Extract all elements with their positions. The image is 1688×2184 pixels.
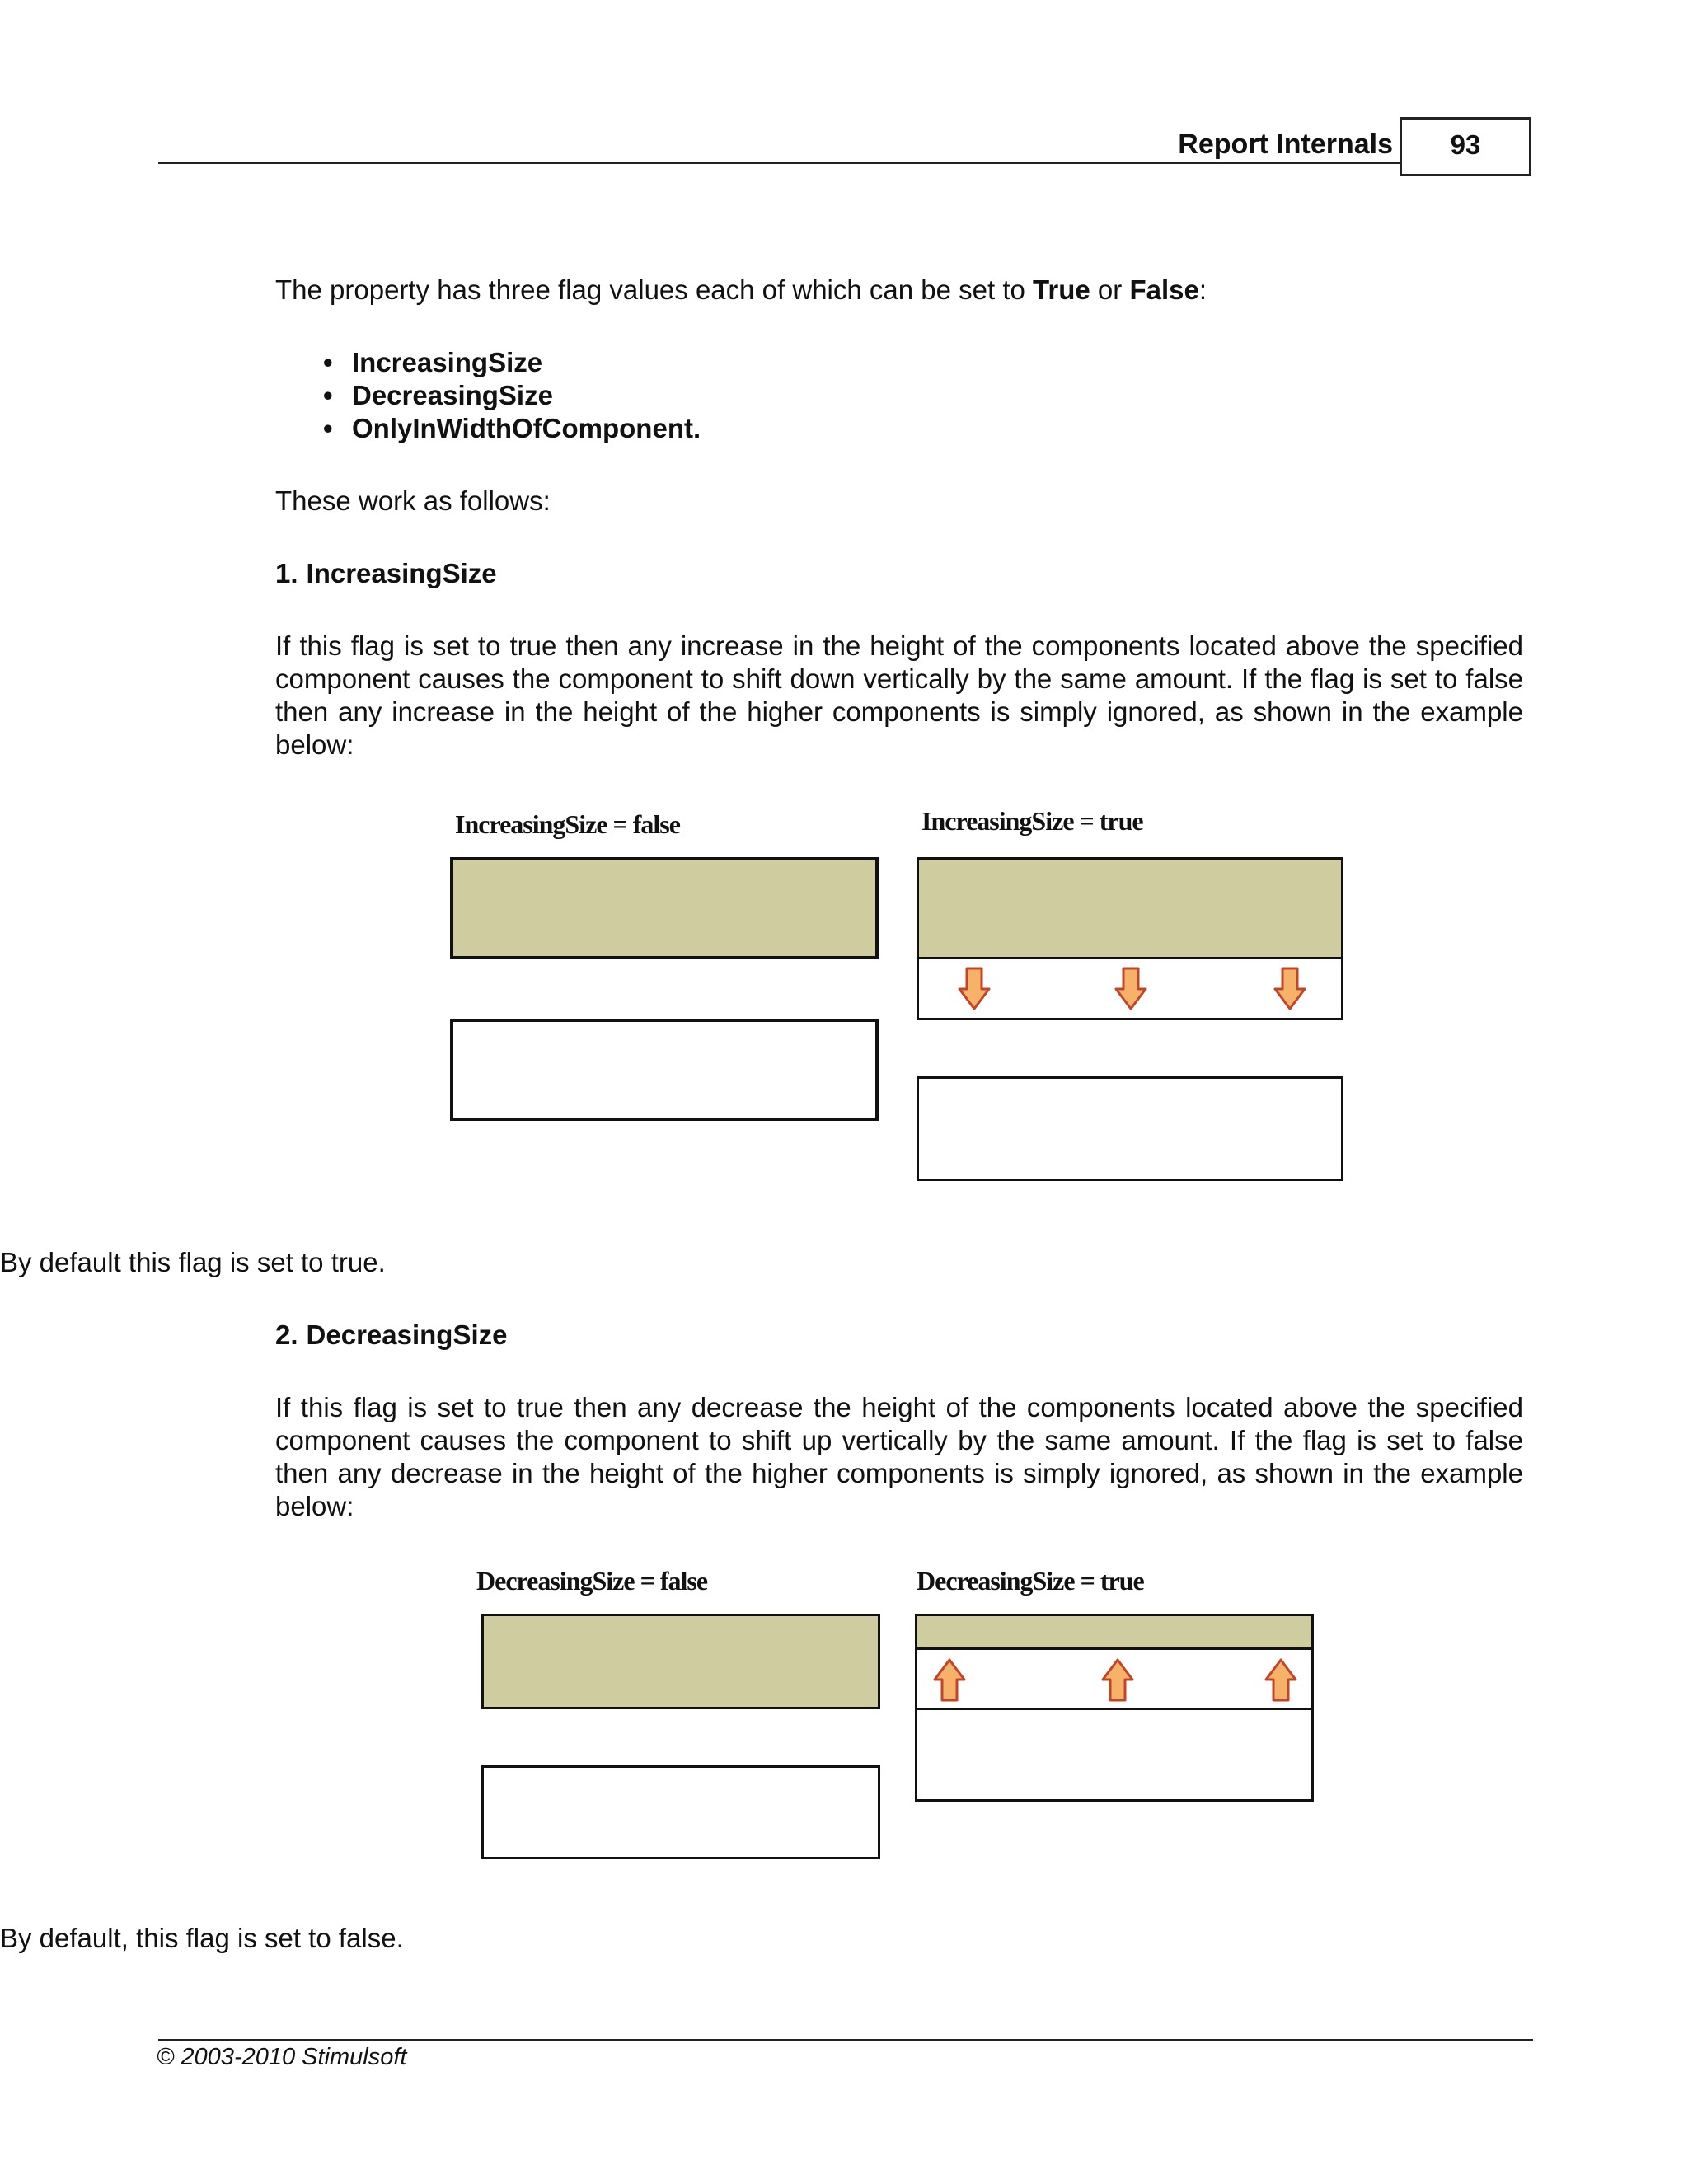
intro-false-word: False [1129, 274, 1199, 305]
lower-component-box [481, 1765, 880, 1859]
arrow-up-icon [931, 1657, 968, 1703]
arrow-up-icon [1263, 1657, 1299, 1703]
upper-component-box [917, 857, 1343, 959]
arrow-down-icon [1272, 966, 1308, 1012]
running-header-title: Report Internals [1178, 129, 1393, 160]
figure-label-increasing-true: IncreasingSize = true [921, 806, 1143, 836]
section-number: 1. [275, 558, 298, 588]
figure-label-increasing-false: IncreasingSize = false [455, 809, 680, 839]
section-title: DecreasingSize [306, 1319, 508, 1350]
figure-label-decreasing-false: DecreasingSize = false [476, 1566, 708, 1596]
intro-prefix: The property has three flag values each of which can be set to [275, 274, 1034, 305]
intro-paragraph [275, 274, 1207, 307]
arrow-down-icon [956, 966, 992, 1012]
upper-component-box [915, 1614, 1314, 1650]
intro-middle: or [1090, 274, 1130, 305]
upper-component-box [481, 1614, 880, 1709]
list-item: • IncreasingSize [323, 346, 701, 379]
flag-list [323, 346, 701, 445]
section-number: 2. [275, 1319, 298, 1350]
section-paragraph-increasing-size: If this flag is set to true then any increase in the height of the components located above the specified component causes the component to shift down vertically by the same amount. If the flag is set to false then any increase in the height of the higher components is simply ignored, as shown in the example below: [275, 630, 1523, 760]
follows-text: These work as follows: [275, 485, 551, 516]
section-heading-increasing-size [275, 557, 497, 590]
lower-component-box [915, 1708, 1314, 1802]
intro-suffix: : [1198, 274, 1207, 305]
section-default-increasing-size: By default this flag is set to true. [0, 1247, 386, 1277]
section-default-decreasing-size: By default, this flag is set to false. [0, 1923, 404, 1953]
section-title: IncreasingSize [306, 558, 497, 588]
section-paragraph-decreasing-size: If this flag is set to true then any decrease the height of the components located above the specified component causes the component to shift up vertically by the same amount. If the flag is set to false then any decrease in the height of the higher components is simply ignored, as shown in the example below: [275, 1392, 1523, 1521]
upper-component-box [450, 857, 879, 959]
lower-component-box [917, 1076, 1343, 1181]
list-item: • DecreasingSize [323, 379, 701, 412]
arrow-up-icon [1100, 1657, 1136, 1703]
figure-label-decreasing-true: DecreasingSize = true [917, 1566, 1144, 1596]
lower-component-box [450, 1019, 879, 1121]
intro-true-word: True [1033, 274, 1090, 305]
page-number: 93 [1450, 129, 1481, 160]
arrow-down-icon [1113, 966, 1149, 1012]
footer-copyright: © 2003-2010 Stimulsoft [157, 2044, 407, 2070]
header-rule [158, 162, 1401, 164]
section-heading-decreasing-size [275, 1319, 508, 1352]
list-item: • OnlyInWidthOfComponent. [323, 412, 701, 445]
